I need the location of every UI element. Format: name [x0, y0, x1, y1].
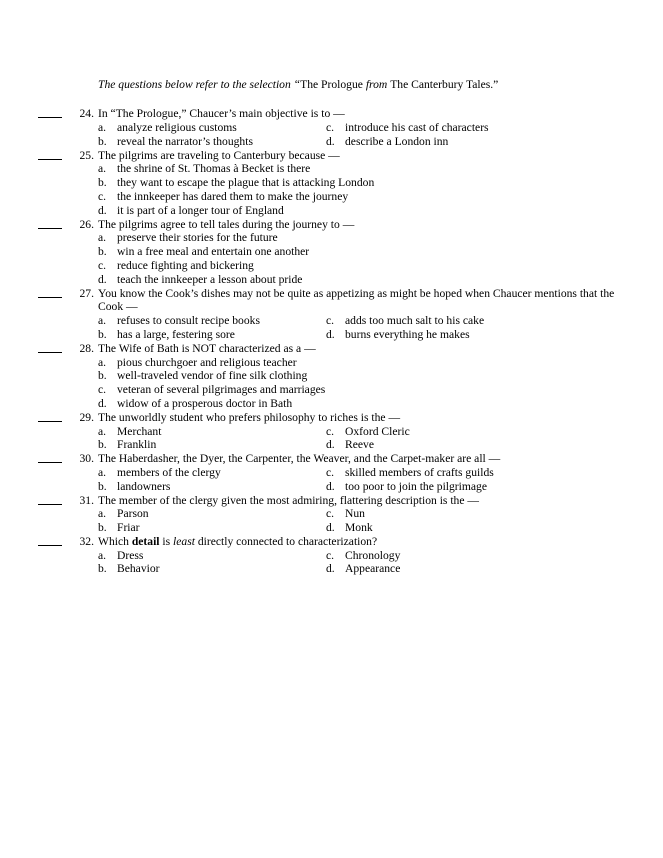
answer-blank[interactable] — [38, 494, 62, 505]
option-letter: b. — [98, 327, 107, 341]
option-text: Merchant — [117, 424, 162, 438]
option-text: too poor to join the pilgrimage — [345, 479, 488, 493]
option-text: widow of a prosperous doctor in Bath — [117, 396, 293, 410]
option-a — [98, 549, 326, 563]
option-text: Parson — [117, 507, 149, 521]
option-text: the shrine of St. Thomas à Becket is there — [117, 162, 311, 176]
option-a — [98, 425, 326, 439]
question-26 — [38, 218, 638, 287]
option-letter: b. — [98, 521, 107, 535]
option-letter: b. — [98, 134, 107, 148]
question-number: 28. — [79, 341, 94, 355]
option-text: Friar — [117, 521, 140, 535]
option-letter: a. — [98, 314, 107, 328]
instructions-text: from — [362, 78, 391, 91]
option-b — [98, 562, 326, 576]
option-letter: b. — [98, 479, 107, 493]
option-letter: c. — [326, 465, 335, 479]
question-number: 29. — [79, 410, 94, 424]
option-text: Dress — [117, 548, 144, 562]
answer-options — [98, 356, 638, 411]
answer-blank[interactable] — [38, 342, 62, 353]
question-number: 25. — [79, 148, 94, 162]
option-b — [98, 245, 638, 259]
question-number: 27. — [79, 286, 94, 300]
stem-text: Which — [98, 534, 132, 548]
option-letter: c. — [98, 189, 107, 203]
option-text: veteran of several pilgrimages and marriages — [117, 383, 326, 397]
option-c — [326, 314, 566, 328]
option-text: skilled members of crafts guilds — [345, 465, 494, 479]
question-29 — [38, 411, 638, 452]
option-letter: c. — [326, 314, 335, 328]
option-letter: c. — [326, 120, 335, 134]
option-letter: a. — [98, 548, 107, 562]
option-a — [98, 314, 326, 328]
option-letter: c. — [326, 424, 335, 438]
question-stem: The member of the clergy given the most admiring, flattering description is the — — [98, 493, 479, 507]
instructions-title: The Prologue — [300, 78, 363, 91]
question-number: 26. — [79, 217, 94, 231]
option-letter: a. — [98, 355, 107, 369]
option-d — [326, 521, 566, 535]
option-letter: a. — [98, 120, 107, 134]
option-c — [98, 259, 638, 273]
option-text: introduce his cast of characters — [345, 120, 489, 134]
option-b — [98, 135, 326, 149]
instructions-text: The questions below refer to the selection “ — [98, 78, 301, 91]
option-b — [98, 521, 326, 535]
option-text: teach the innkeeper a lesson about pride — [117, 272, 303, 286]
option-a — [98, 121, 326, 135]
answer-blank[interactable] — [38, 535, 62, 546]
instructions-title: The Canterbury Tales.” — [390, 78, 499, 91]
option-letter: a. — [98, 507, 107, 521]
option-text: Reeve — [345, 438, 374, 452]
option-letter: d. — [326, 134, 335, 148]
option-text: Oxford Cleric — [345, 424, 410, 438]
option-d — [326, 438, 566, 452]
option-text: pious churchgoer and religious teacher — [117, 355, 297, 369]
option-b — [98, 369, 638, 383]
option-d — [326, 135, 566, 149]
question-stem: You know the Cook’s dishes may not be quite as appetizing as might be hoped when Chaucer mentions that the Cook — — [98, 286, 615, 314]
option-text: preserve their stories for the future — [117, 231, 278, 245]
option-letter: b. — [98, 245, 107, 259]
option-b — [98, 438, 326, 452]
question-number: 32. — [79, 534, 94, 548]
question-stem: In “The Prologue,” Chaucer’s main objective is to — — [98, 107, 345, 120]
option-d — [326, 480, 566, 494]
option-a — [98, 507, 326, 521]
option-a — [98, 162, 638, 176]
instructions — [98, 78, 498, 92]
answer-blank[interactable] — [38, 218, 62, 229]
option-c — [326, 466, 566, 480]
option-a — [98, 231, 638, 245]
question-32 — [38, 535, 638, 576]
option-d — [98, 204, 638, 218]
option-letter: d. — [326, 521, 335, 535]
option-c — [326, 121, 566, 135]
option-letter: a. — [98, 231, 107, 245]
option-letter: c. — [98, 258, 107, 272]
option-text: analyze religious customs — [117, 120, 237, 134]
option-text: burns everything he makes — [345, 327, 470, 341]
answer-blank[interactable] — [38, 149, 62, 160]
answer-options — [98, 425, 638, 453]
option-text: win a free meal and entertain one another — [117, 245, 310, 259]
option-letter: a. — [98, 424, 107, 438]
question-25 — [38, 149, 638, 218]
option-a — [98, 466, 326, 480]
option-d — [326, 562, 566, 576]
option-text: landowners — [117, 479, 171, 493]
option-text: Behavior — [117, 562, 160, 576]
option-d — [98, 397, 638, 411]
option-c — [98, 190, 638, 204]
option-text: well-traveled vendor of fine silk clothing — [117, 369, 308, 383]
option-text: members of the clergy — [117, 465, 221, 479]
question-number: 30. — [79, 452, 94, 466]
option-text: Chronology — [345, 548, 401, 562]
answer-blank[interactable] — [38, 411, 62, 422]
answer-blank[interactable] — [38, 287, 62, 298]
stem-text: is — [159, 534, 174, 548]
option-d — [98, 273, 638, 287]
answer-options — [98, 466, 638, 494]
answer-options — [98, 231, 638, 286]
question-31 — [38, 494, 638, 535]
answer-blank[interactable] — [38, 452, 62, 463]
option-text: has a large, festering sore — [117, 327, 235, 341]
option-letter: d. — [326, 438, 335, 452]
option-text: it is part of a longer tour of England — [117, 203, 284, 217]
option-letter: c. — [326, 507, 335, 521]
question-stem — [98, 535, 638, 549]
stem-bold-word: detail — [131, 534, 160, 548]
option-letter: d. — [326, 479, 335, 493]
option-text: Monk — [345, 521, 373, 535]
option-letter: d. — [326, 327, 335, 341]
question-stem: The pilgrims are traveling to Canterbury because — — [98, 148, 340, 162]
question-stem: The unworldly student who prefers philosophy to riches is the — — [98, 410, 401, 424]
question-stem: The Haberdasher, the Dyer, the Carpenter, the Weaver, and the Carpet-maker are all — — [98, 452, 501, 466]
question-list — [38, 107, 638, 576]
answer-blank[interactable] — [38, 107, 62, 118]
option-text: adds too much salt to his cake — [345, 314, 485, 328]
option-letter: a. — [98, 162, 107, 176]
option-text: refuses to consult recipe books — [117, 314, 260, 328]
option-text: the innkeeper has dared them to make the journey — [117, 189, 349, 203]
option-c — [98, 383, 638, 397]
stem-italic-word: least — [173, 534, 195, 548]
option-text: Franklin — [117, 438, 157, 452]
option-b — [98, 176, 638, 190]
answer-options — [98, 121, 638, 149]
question-number: 24. — [79, 107, 94, 120]
option-text: they want to escape the plague that is attacking London — [117, 176, 375, 190]
option-letter: d. — [98, 396, 107, 410]
option-text: reveal the narrator’s thoughts — [117, 134, 253, 148]
question-28 — [38, 342, 638, 411]
option-a — [98, 356, 638, 370]
stem-text: directly connected to characterization? — [194, 534, 378, 548]
question-stem: The Wife of Bath is NOT characterized as a — — [98, 341, 316, 355]
option-letter: b. — [98, 369, 107, 383]
option-d — [326, 328, 566, 342]
question-number: 31. — [79, 493, 94, 507]
option-b — [98, 480, 326, 494]
option-letter: d. — [326, 562, 335, 576]
option-letter: a. — [98, 465, 107, 479]
option-text: describe a London inn — [345, 134, 449, 148]
question-24 — [38, 107, 638, 148]
option-text: Nun — [345, 507, 365, 521]
question-stem: The pilgrims agree to tell tales during the journey to — — [98, 217, 355, 231]
question-30 — [38, 452, 638, 493]
option-letter: b. — [98, 562, 107, 576]
question-27 — [38, 287, 638, 342]
answer-options — [98, 507, 638, 535]
option-letter: d. — [98, 203, 107, 217]
answer-options — [98, 314, 638, 342]
option-c — [326, 507, 566, 521]
option-letter: d. — [98, 272, 107, 286]
option-letter: b. — [98, 176, 107, 190]
option-text: reduce fighting and bickering — [117, 258, 254, 272]
option-text: Appearance — [345, 562, 401, 576]
answer-options — [98, 162, 638, 217]
option-letter: c. — [98, 383, 107, 397]
option-b — [98, 328, 326, 342]
option-c — [326, 425, 566, 439]
option-letter: b. — [98, 438, 107, 452]
option-c — [326, 549, 566, 563]
option-letter: c. — [326, 548, 335, 562]
answer-options — [98, 549, 638, 577]
